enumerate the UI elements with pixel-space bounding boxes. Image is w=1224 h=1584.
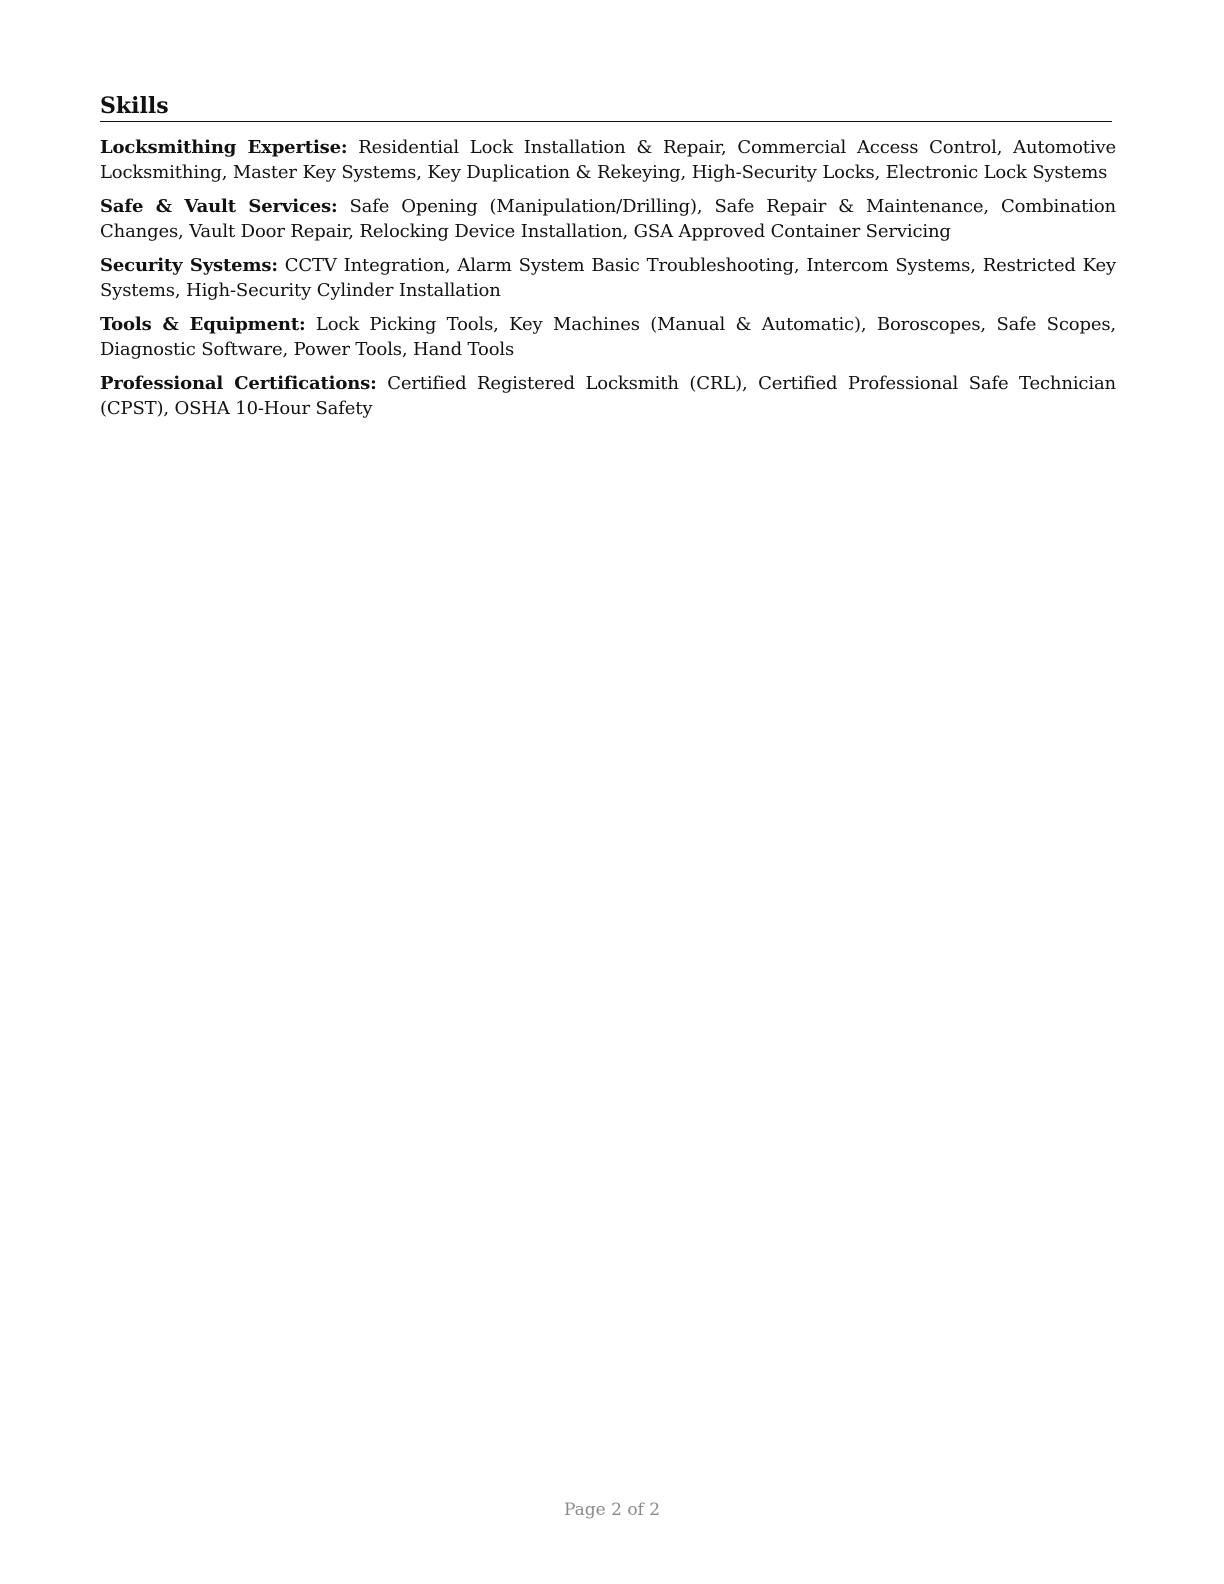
skill-text: CCTV Integration, Alarm System Basic Troubleshooting, Intercom Systems, Restricted Key Systems, High-Security Cylinder Installation <box>100 255 1116 301</box>
skill-row-certifications <box>100 371 1116 421</box>
resume-page <box>100 92 1116 430</box>
skill-text: Residential Lock Installation & Repair, Commercial Access Control, Automotive Locksmithing, Master Key Systems, Key Duplication & Rekeying, High-Security Locks, Electronic Lock Systems <box>100 137 1116 183</box>
skill-row-locksmithing <box>100 135 1116 185</box>
skill-label: Professional Certifications: <box>100 373 377 394</box>
skill-row-security-systems <box>100 253 1116 303</box>
skill-label: Locksmithing Expertise: <box>100 137 348 158</box>
page-number: Page 2 of 2 <box>563 1500 661 1520</box>
section-title-skills: Skills <box>100 92 1112 122</box>
skill-row-safe-vault <box>100 194 1116 244</box>
skill-label: Safe & Vault Services: <box>100 196 338 217</box>
skill-row-tools-equipment <box>100 312 1116 362</box>
skill-label: Tools & Equipment: <box>100 314 306 335</box>
skill-label: Security Systems: <box>100 255 278 276</box>
skill-text: Safe Opening (Manipulation/Drilling), Safe Repair & Maintenance, Combination Changes, Vault Door Repair, Relocking Device Installation, GSA Approved Container Servicing <box>100 196 1116 242</box>
skill-text: Certified Registered Locksmith (CRL), Certified Professional Safe Technician (CPST), OSHA 10-Hour Safety <box>100 373 1116 419</box>
skill-text: Lock Picking Tools, Key Machines (Manual & Automatic), Boroscopes, Safe Scopes, Diagnostic Software, Power Tools, Hand Tools <box>100 314 1116 360</box>
skills-list <box>100 135 1116 421</box>
